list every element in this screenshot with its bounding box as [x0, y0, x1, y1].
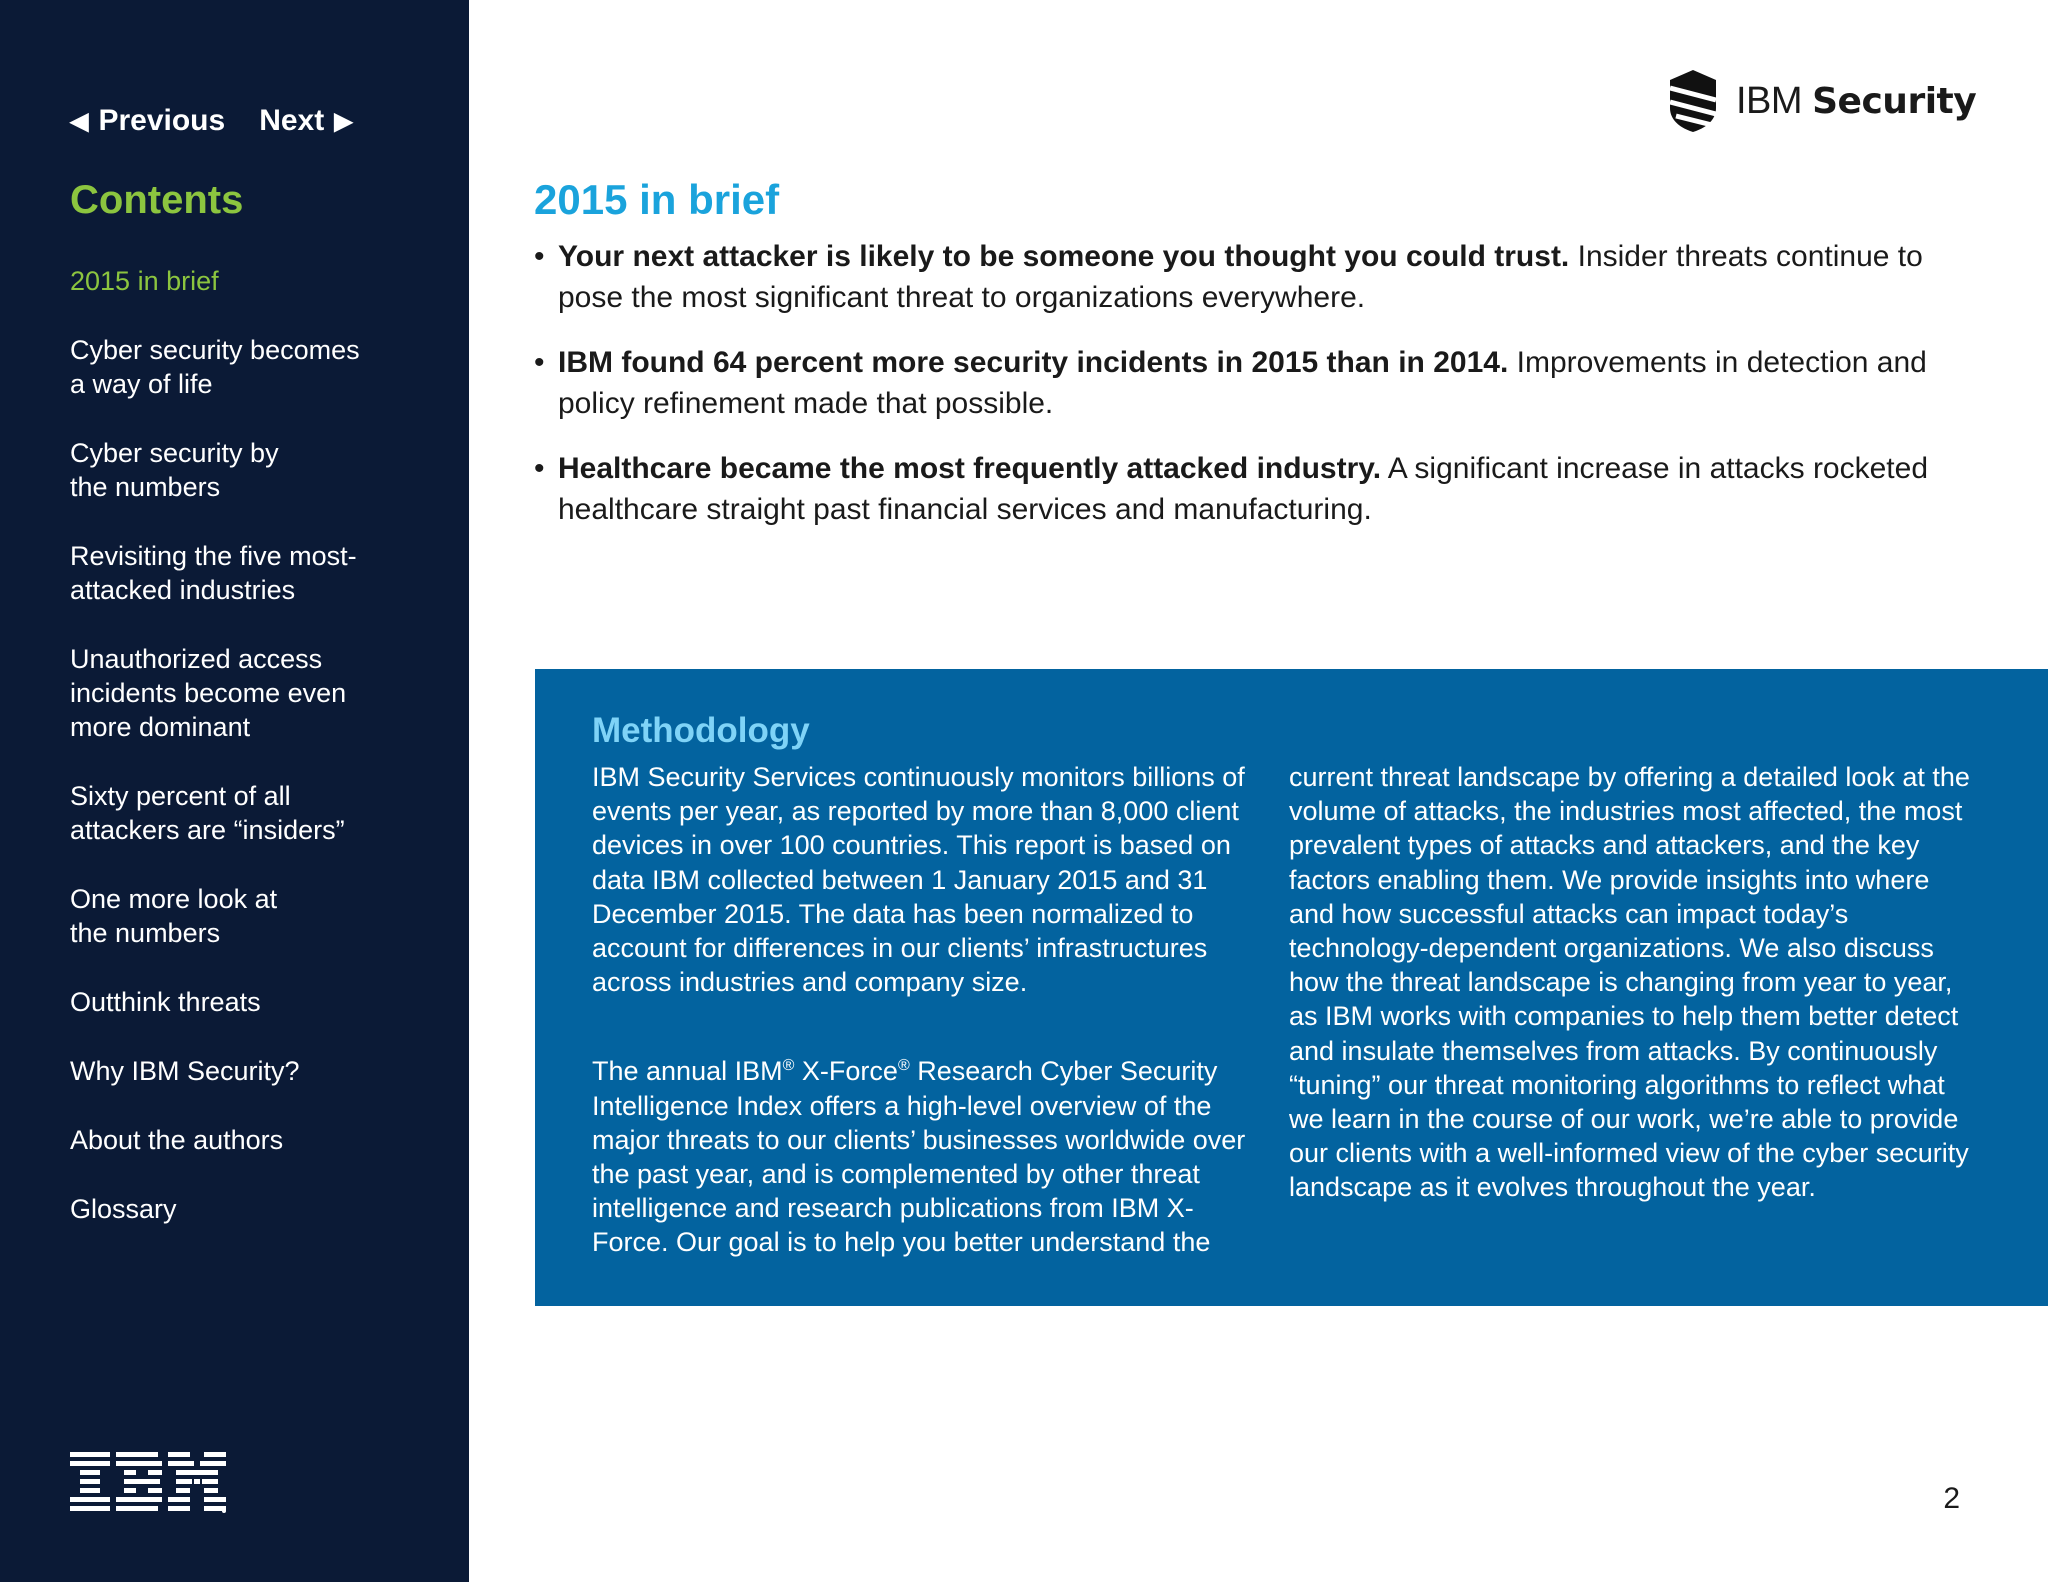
toc-item-line: Cyber security becomes — [70, 335, 360, 365]
sidebar — [0, 0, 469, 1582]
ibm-logo — [70, 1452, 230, 1514]
toc-item[interactable] — [70, 333, 430, 401]
triangle-right-icon: ▶ — [334, 107, 353, 135]
page-navigation — [70, 104, 353, 138]
methodology-paragraph: current threat landscape by offering a detailed look at the volume of attacks, the industries most affected, the most prevalent types of attacks and attackers, and the key factors enabling them. We provide insights into where and how successful attacks can impact today’s technology-dependent organizations. We also discuss how the threat landscape is changing from year to year, as IBM works with companies to help them better detect and insulate themselves from attacks. By continuously “tuning” our threat monitoring algorithms to reflect what we learn in the course of our work, we’re able to provide our clients with a well-informed view of the cyber security landscape as it evolves throughout the year. — [1289, 762, 1970, 1203]
toc-item-line: One more look at — [70, 884, 278, 914]
toc-item-line: the numbers — [70, 472, 221, 502]
toc-item[interactable] — [70, 264, 430, 298]
bullet-text: A significant increase in attacks rocketed healthcare straight past financial services and manufacturing. — [558, 452, 1929, 526]
registered-mark: ® — [897, 1057, 910, 1075]
page-title: 2015 in brief — [534, 176, 780, 223]
toc-item-line: attacked industries — [70, 575, 296, 605]
toc-item[interactable] — [70, 779, 430, 847]
list-item — [534, 448, 1964, 530]
previous-label: Previous — [98, 104, 226, 137]
methodology-column-left — [592, 760, 1257, 1260]
paragraph-segment: The annual IBM — [592, 1056, 783, 1087]
table-of-contents — [70, 264, 430, 1261]
toc-item-line: Glossary — [70, 1194, 177, 1224]
toc-item[interactable] — [70, 1192, 430, 1226]
bullet-text: Insider threats continue to pose the most significant threat to organizations everywhere. — [558, 240, 1923, 314]
toc-item-line: Why IBM Security? — [70, 1056, 300, 1086]
toc-item[interactable] — [70, 1123, 430, 1157]
methodology-column-right — [1289, 760, 1979, 1205]
registered-mark: ® — [782, 1057, 795, 1075]
toc-item[interactable] — [70, 882, 430, 950]
brand-prefix: IBM — [1736, 79, 1803, 122]
contents-heading: Contents — [70, 178, 244, 222]
triangle-left-icon: ◀ — [70, 107, 89, 135]
methodology-title: Methodology — [592, 711, 810, 750]
bullet-bold: IBM found 64 percent more security incidents in 2015 than in 2014. — [558, 346, 1509, 379]
methodology-paragraph: IBM Security Services continuously monitors billions of events per year, as reported by more than 8,000 client devices in over 100 countries. This report is based on data IBM collected between 1 January 2015 and 31 December 2015. The data has been normalized to account for differences in our clients’ infrastructures across industries and company size. — [592, 762, 1245, 998]
page-number: 2 — [1943, 1482, 1960, 1515]
next-button[interactable] — [259, 104, 353, 138]
toc-item-line: attackers are “insiders” — [70, 815, 345, 845]
toc-item-line: About the authors — [70, 1125, 284, 1155]
toc-item-line: a way of life — [70, 369, 213, 399]
brand-wordmark — [1736, 80, 1976, 123]
toc-item-line: 2015 in brief — [70, 266, 219, 296]
toc-item-line: Sixty percent of all — [70, 781, 291, 811]
bullet-bold: Healthcare became the most frequently attacked industry. — [558, 452, 1382, 485]
shield-stripes-icon — [1668, 68, 1718, 134]
list-item — [534, 342, 1964, 424]
paragraph-segment: Research Cyber Security Intelligence Index offers a high-level overview of the major threats to our clients’ businesses worldwide over the past year, and is complemented by other threat intelligence and research publications from IBM X-Force. Our goal is to help you better understand the — [592, 1056, 1246, 1258]
paragraph-segment: X-Force — [794, 1056, 898, 1087]
next-label: Next — [259, 104, 325, 137]
toc-item-line: Outthink threats — [70, 987, 261, 1017]
toc-item-line: Unauthorized access — [70, 644, 323, 674]
previous-button[interactable] — [70, 104, 225, 138]
toc-item[interactable] — [70, 539, 430, 607]
toc-item[interactable] — [70, 436, 430, 504]
key-findings-list — [534, 236, 1964, 554]
toc-item-line: more dominant — [70, 712, 251, 742]
toc-item[interactable] — [70, 642, 430, 744]
methodology-panel — [535, 669, 2048, 1306]
toc-item-line: Cyber security by — [70, 438, 279, 468]
list-item — [534, 236, 1964, 318]
bullet-bold: Your next attacker is likely to be someone you thought you could trust. — [558, 240, 1570, 273]
methodology-paragraph — [592, 1054, 1257, 1259]
ibm-security-brand — [1668, 68, 1976, 134]
toc-item[interactable] — [70, 1054, 430, 1088]
toc-item[interactable] — [70, 985, 430, 1019]
toc-item-line: incidents become even — [70, 678, 347, 708]
bullet-text: Improvements in detection and policy refinement made that possible. — [558, 346, 1927, 420]
toc-item-line: the numbers — [70, 918, 221, 948]
brand-bold: Security — [1812, 80, 1977, 122]
toc-item-line: Revisiting the five most- — [70, 541, 357, 571]
